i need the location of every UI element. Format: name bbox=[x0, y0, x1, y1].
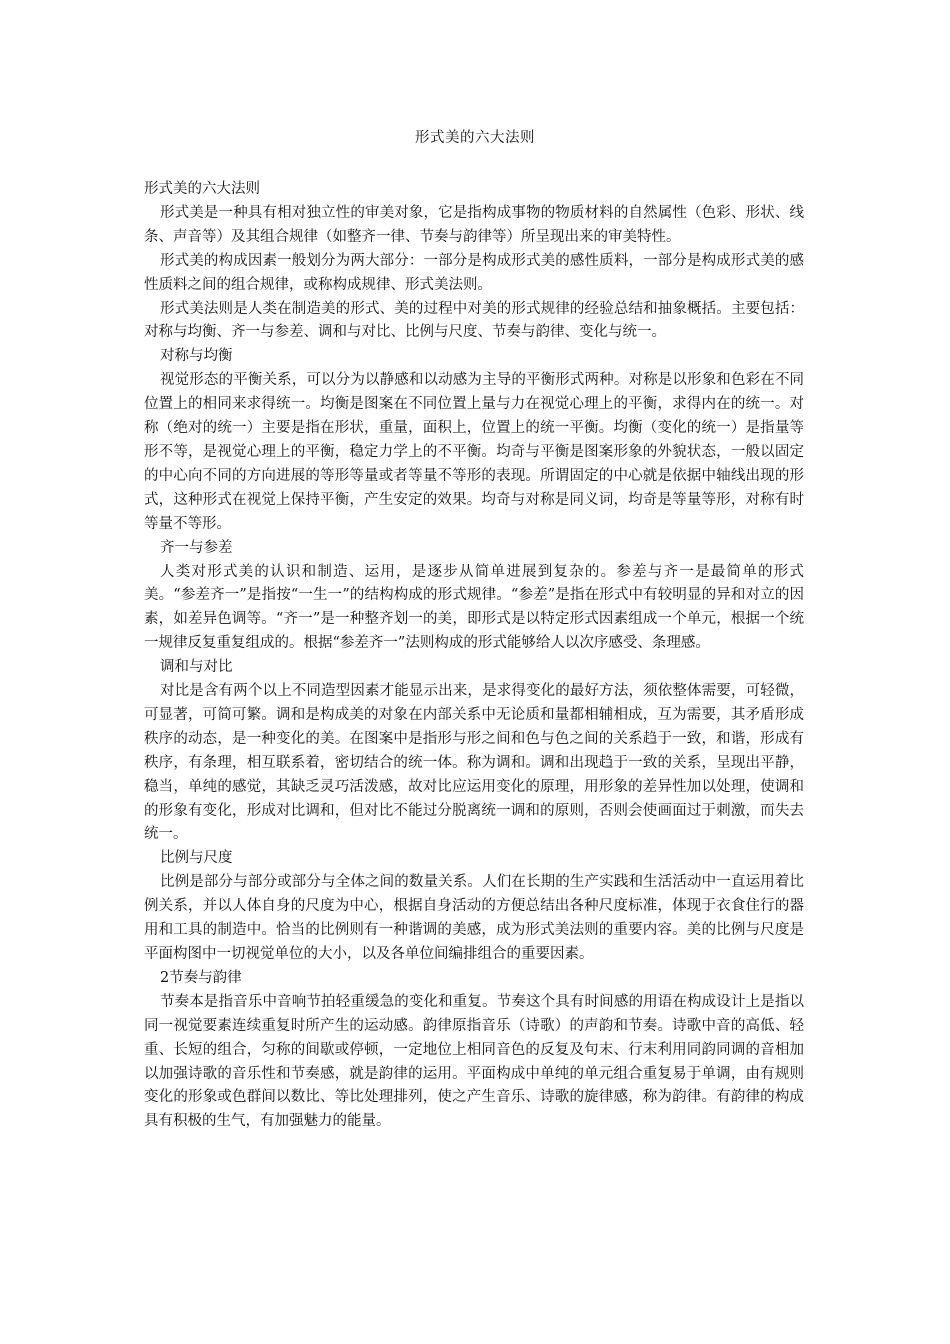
section-text-symmetry-balance: 视觉形态的平衡关系，可以分为以静感和以动感为主导的平衡形式两种。对称是以形象和色彩在不同位置上的相同来求得统一。均衡是图案在不同位置上量与力在视觉心理上的平衡，求得内在的统一。对称（绝对的统一）主要是指在形状，重量，面积上，位置上的统一平衡。均衡（变化的统一）是指量等形不等，是视觉心理上的平衡，稳定力学上的不平衡。均奇与平衡是图案形象的外貌状态，一般以固定的中心向不同的方向进展的等形等量或者等量不等形的表现。所谓固定的中心就是依据中轴线出现的形式，这种形式在视觉上保持平衡，产生安定的效果。均奇与对称是同义词，均奇是等量等形，对称有时等量不等形。 bbox=[144, 372, 804, 532]
intro-paragraph: 形式美是一种具有相对独立性的审美对象，它是指构成事物的物质材料的自然属性（色彩、形状、线条、声音等）及其组合规律（如整齐一律、节奏与韵律等）所呈现出来的审美特性。 bbox=[144, 204, 804, 245]
document-body bbox=[144, 178, 804, 1134]
section-heading-symmetry-balance: 对称与均衡 bbox=[160, 348, 233, 365]
section-text-harmony-contrast: 对比是含有两个以上不同造型因素才能显示出来，是求得变化的最好方法，须依整体需要，可轻微，可显著，可简可繁。调和是构成美的对象在内部关系中无论质和量都相辅相成，互为需要，其矛盾形成秩序的动态，是一种变化的美。在图案中是指形与形之间和色与色之间的关系趋于一致，和谐，形成有秩序，有条理，相互联系着，密切结合的统一体。称为调和。调和出现趋于一致的关系，呈现出平静，稳当，单纯的感觉，其缺乏灵巧活泼感，故对比应运用变化的原理，用形象的差异性加以处理，使调和的形象有变化，形成对比调和，但对比不能过分脱离统一调和的原则，否则会使画面过于刺激，而失去统一。 bbox=[144, 683, 804, 843]
document-subtitle: 形式美的六大法则 bbox=[144, 181, 260, 197]
section-heading-rhythm: 2节奏与韵律 bbox=[160, 969, 242, 986]
section-text-uniformity-variety: 人类对形式美的认识和制造、运用，是逐步从简单进展到复杂的。参差与齐一是最简单的形式美。“参差齐一”是指按“一生一”的结构构成的形式规律。“参差”是指在形式中有较明显的异和对立的因素，如差异色调等。“齐一”是一种整齐划一的美，即形式是以特定形式因素组成一个单元，根据一个统一规律反复重复组成的。根据“参差齐一”法则构成的形式能够给人以次序感受、条理感。 bbox=[144, 563, 804, 652]
section-text-proportion-scale: 比例是部分与部分或部分与全体之间的数量关系。人们在长期的生产实践和生活活动中一直运用着比例关系，并以人体自身的尺度为中心，根据自身活动的方便总结出各种尺度标准，体现于衣食住行的器用和工具的制造中。恰当的比例则有一种谐调的美感，成为形式美法则的重要内容。美的比例与尺度是平面构图中一切视觉单位的大小，以及各单位间编排组合的重要因素。 bbox=[144, 874, 804, 962]
section-heading-harmony-contrast: 调和与对比 bbox=[160, 659, 233, 676]
intro-paragraph: 形式美法则是人类在制造美的形式、美的过程中对美的形式规律的经验总结和抽象概括。主要包括：对称与均衡、齐一与参差、调和与对比、比例与尺度、节奏与韵律、变化与统一。 bbox=[144, 300, 804, 341]
section-heading-uniformity-variety: 齐一与参差 bbox=[160, 539, 233, 556]
section-text-rhythm: 节奏本是指音乐中音响节拍轻重缓急的变化和重复。节奏这个具有时间感的用语在构成设计上是指以同一视觉要素连续重复时所产生的运动感。韵律原指音乐（诗歌）的声韵和节奏。诗歌中音的高低、轻重、长短的组合，匀称的间歇或停顿，一定地位上相同音色的反复及句末、行末利用同韵同调的音相加以加强诗歌的音乐性和节奏感，就是韵律的运用。平面构成中单纯的单元组合重复易于单调，由有规则变化的形象或色群间以数比、等比处理排列，使之产生音乐、诗歌的旋律感，称为韵律。有韵律的构成具有积极的生气，有加强魅力的能量。 bbox=[144, 993, 804, 1130]
section-heading-proportion-scale: 比例与尺度 bbox=[160, 850, 233, 867]
document-title: 形式美的六大法则 bbox=[415, 130, 535, 146]
intro-paragraph: 形式美的构成因素一般划分为两大部分：一部分是构成形式美的感性质料，一部分是构成形式美的感性质料之间的组合规律，或称构成规律、形式美法则。 bbox=[144, 252, 804, 293]
